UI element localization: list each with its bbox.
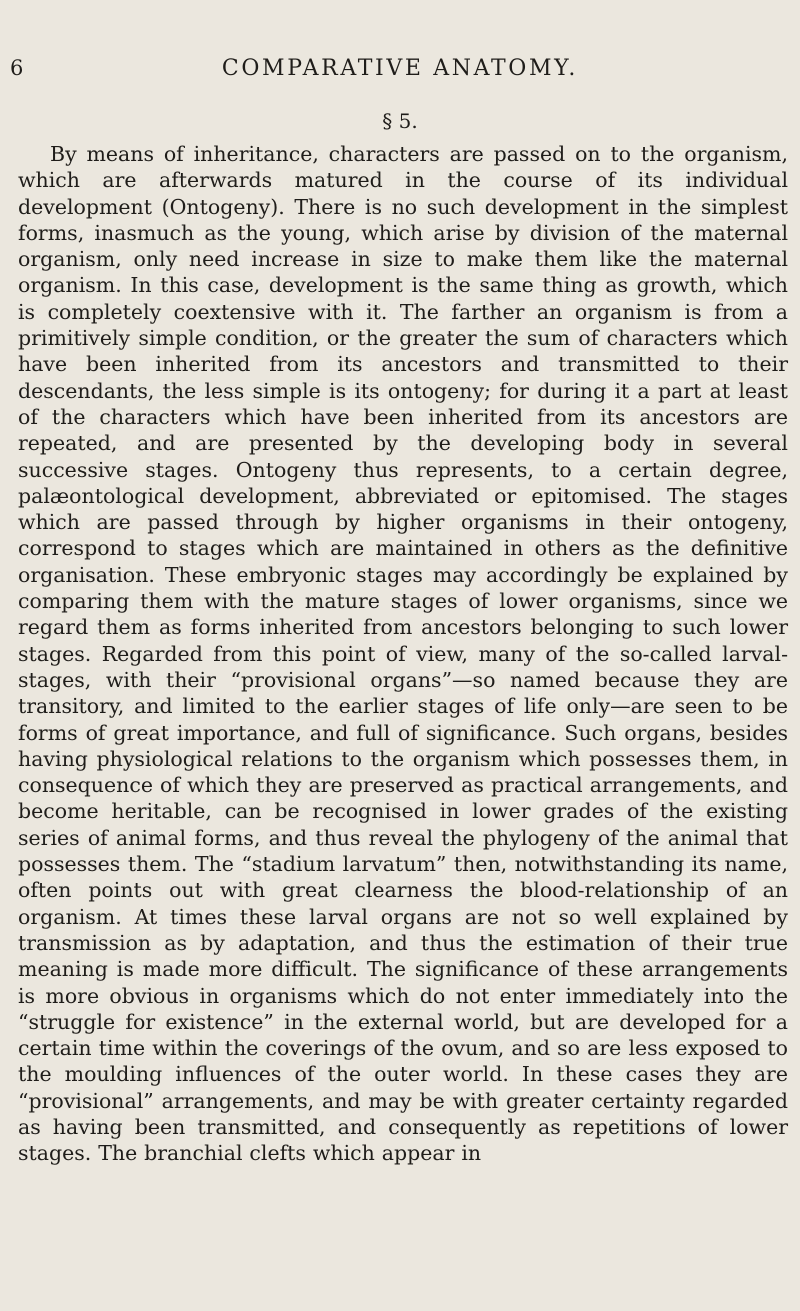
running-head-title: COMPARATIVE ANATOMY. — [221, 56, 579, 81]
body-paragraph: By means of inheritance, characters are passed on to the organism, which are afterwards matured in the course of its individual development (Ontogeny). There is no such development in the simplest forms, inasmuch as the young, which arise by division of the maternal organism, only need increase in size to make them like the maternal organism. In this case, development is the same thing as growth, which is completely coextensive with it. The farther an organism is from a primitively simple condition, or the greater the sum of characters which have been inherited from its ancestors and transmitted to their descendants, the less simple is its ontogeny; for during it a part at least of the characters which have been inherited from its ancestors are repeated, and are presented by the developing body in several successive stages. Ontogeny thus represents, to a certain degree, palæontological development, abbreviated or epitomised. The stages which are passed through by higher organisms in their ontogeny, correspond to stages which are maintained in others as the definitive organisation. These embryonic stages may accordingly be explained by comparing them with the mature stages of lower organisms, since we regard them as forms inherited from ancestors belonging to such lower stages. Regarded from this point of view, many of the so-called larval-stages, with their “provisional organs”—so named because they are transitory, and limited to the earlier stages of life only—are seen to be forms of great importance, and full of significance. Such organs, besides having physiological relations to the organism which possesses them, in consequence of which they are preserved as practical arrangements, and become heritable, can be recognised in lower grades of the existing series of animal forms, and thus reveal the phylogeny of the animal that possesses them. The “stadium larvatum” then, notwithstanding its name, often points out with great clearness the blood-relationship of an organism. At times these larval organs are not so well explained by transmission as by adaptation, and thus the estimation of their true meaning is made more difficult. The significance of these arrangements is more obvious in organisms which do not enter immediately into the “struggle for existence” in the external world, but are developed for a certain time within the coverings of the ovum, and so are less exposed to the moulding influences of the outer world. In these cases they are “provisional” arrangements, and may be with greater certainty regarded as having been transmitted, and consequently as repetitions of lower stages. The branchial clefts which appear in — [18, 142, 788, 1166]
section-heading: § 5. — [382, 109, 418, 133]
page-number: 6 — [10, 56, 24, 80]
